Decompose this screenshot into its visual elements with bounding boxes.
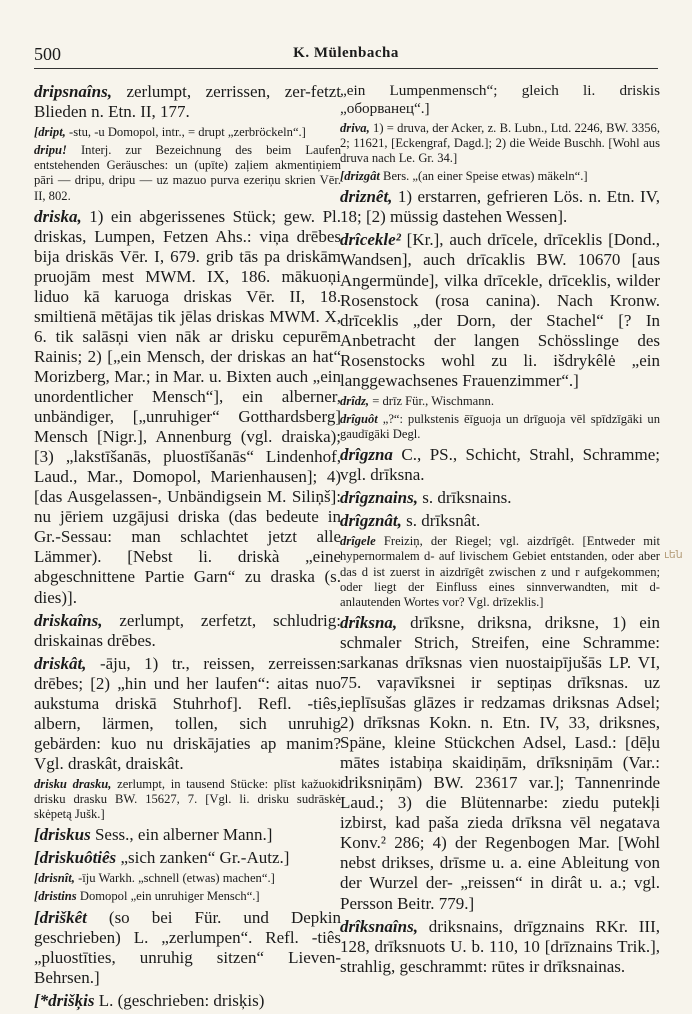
right-column — [340, 82, 660, 980]
dictionary-entry — [340, 394, 660, 409]
margin-note: ւեն — [664, 548, 683, 561]
entry-headword: drîksnaîns, — [340, 916, 418, 936]
dictionary-entry — [34, 654, 341, 774]
entry-text: zerlumpt, zerfetzt, schludrig: driskainas drēbes. — [34, 610, 341, 650]
dictionary-entry — [340, 445, 660, 485]
entry-headword: drîgznains, — [340, 488, 418, 508]
dictionary-entry — [34, 611, 341, 651]
entry-text: 1) ein abgerissenes Stück; gew. Pl. driskas, Lumpen, Fetzen Ahs.: viņa drēbes bija driskās Vēr. I, 679. grib tās pa driskām pruojām mest MWM. IX, 186. mākuoņi liduo kā karuoga driskas Vēr. II, 18. smiltienā mētājas tik jēlas driskas MWM. X, 6. tik salāsņi vien nāk ar drisku cepurēm Rainis; 2) [„ein Mensch, der driskas an hat“ Morizberg, Mar.; in Mar. u. Bixten auch „ein unordentlicher Mensch“], ein alberner, unbändiger, [„unruhiger“ Gotthardsberg] Mensch [Nigr.], Annenburg (vgl. draiska); [3) „lakstīšanās, pluostīšanās“ Lindenhof, Laud., Mar., Domopol, Marienhausen]; 4) [das Ausgelassen-, Unbändigsein M. Siliņš]: nu jēriem uzgājusi driska (das bedeute in Gr.-Sessau: man schlachtet jetzt alle Lämmer). [Nebst li. driskà „eine abgeschnittene Partie Garn“ zu draska (s. dies)]. — [34, 206, 341, 607]
dictionary-entry — [34, 889, 341, 904]
dictionary-entry — [34, 143, 341, 203]
dictionary-entry — [34, 871, 341, 886]
entry-headword: [dript, — [34, 125, 66, 140]
entry-headword: dripu! — [34, 143, 67, 158]
entry-headword: [driskuôtiês — [34, 848, 117, 868]
dictionary-entry — [340, 169, 660, 184]
dictionary-entry — [34, 207, 341, 608]
dictionary-entry — [34, 125, 341, 140]
entry-headword: drîdz, — [340, 393, 370, 408]
entry-headword: [dristins — [34, 889, 77, 904]
entry-text: -āju, 1) tr., reissen, zerreissen: drēbes; [2) „hin und her laufen“: aitas nuo aukstuma driskā Stuhrhof]. Refl. -tiês, albern, lärmen, tollen, sich unruhig gebärden: kuo nu driskājaties ap manim? Vgl. draskât, draiskât. — [34, 653, 341, 773]
dictionary-entry — [340, 488, 660, 508]
dictionary-entry — [340, 121, 660, 166]
entry-text: L. (geschrieben: drisķis) — [98, 990, 265, 1010]
entry-text: „?“: pulkstenis ēīguoja un drīguoja vēl spīdzīgāki un gaudīgāki Degl. — [340, 411, 660, 441]
dictionary-entry — [340, 534, 660, 610]
entry-headword: drîgznât, — [340, 511, 402, 531]
entry-text: zerlumpt, in tausend Stücke: plīst kažuoki drisku drasku BW. 15627, 7. [Vgl. li. drisku sudrāskė skėpetą Jušk.] — [34, 776, 341, 822]
page-number: 500 — [34, 44, 61, 64]
entry-headword: drîgele — [340, 534, 376, 549]
entry-headword: [driškêt — [34, 907, 87, 927]
entry-text: Sess., ein alberner Mann.] — [94, 825, 273, 845]
entry-headword: driskât, — [34, 653, 87, 673]
entry-text: Domopol „ein unruhiger Mensch“.] — [79, 889, 260, 904]
dictionary-entry — [34, 908, 341, 988]
entry-text: [Kr.], auch drīcele, drīceklis [Dond., Wandsen], auch drīcaklis BW. 10670 [aus Angermünde], vilka drīcekle, drīceklis, wilder Rosenstock (rosa canina). Nach Kronw. drīceklis „der Dorn, der Stachel“ [? In Anbetracht der langen Schösslinge des Rosenstocks wohl zu li. išdrykêlė „ein langgewachsenes Frauenzimmer“.] — [340, 230, 661, 390]
left-column — [34, 82, 341, 1014]
entry-headword: [*drišķis — [34, 990, 95, 1010]
entry-text: Bers. „(an einer Speise etwas) mäkeln“.] — [383, 169, 588, 184]
dictionary-entry — [340, 82, 660, 118]
dictionary-entry — [340, 412, 660, 442]
entry-text: driksnains, drīgznains RKr. III, 128, drīksnuots U. b. 110, 10 [drīznains Trik.], strahlig, geschrammt: rūtes ir drīksnainas. — [340, 916, 661, 976]
entry-headword: driskaîns, — [34, 610, 103, 630]
entry-text: -stu, -u Domopol, intr., = drupt „zerbröckeln“.] — [69, 125, 306, 140]
entry-text: = drīz Für., Wischmann. — [372, 393, 494, 408]
dictionary-entry — [340, 917, 660, 977]
entry-headword: [drizgât — [340, 169, 380, 184]
entry-text: 1) = druva, der Acker, z. B. Lubn., Ltd. 2246, BW. 3356, 2; 11621, [Eckengraf, Dagd.]; 2) die Weide Buschh. [Wohl aus druva nach Le. Gr. 34.] — [340, 120, 660, 166]
entry-headword: dripsnaîns, — [34, 82, 112, 101]
entry-text: drīksne, driksna, driksne, 1) ein schmaler Strich, Streifen, eine Schramme: sarkanas drīksnas vien nuostaipījušās LP. VI, 75. vaŗavīksnei ir septiņas drīksnas. uz ieplīsušas glāzes ir redzamas driksnas Adsel; 2) drīksnas Kokn. n. Etn. IV, 33, driksnes, Späne, kleine Stückchen Adsel, Lasd.: [dēļu mātes istabiņa skaidiņām, drīksniņām (Var.: driksniņām) BW. 23617 var.]; Tannenrinde Laud.; 3) die Blütennarbe: ziedu putekļi izbirst, kad paša zieda drīksna vēl negatava Konv.² 286; 4) der Regenbogen Mar. [Wohl nebst drikses, drīsme u. a. eine Ableitung von der Wurzel der- „reissen“ in dirât u. a.; vgl. Persson Beitr. 779.] — [340, 612, 660, 913]
entry-text: (so bei Für. und Depkin geschrieben) L. „zerlumpen“. Refl. -tiês „pluostīties, unruhig sitzen“ Lieven-Behrsen.] — [34, 907, 341, 987]
entry-text: Freiziņ, der Riegel; vgl. aizdrīgêt. [Entweder mit hypernormalem d- auf livischem Gebiet entstanden, oder aber das d ist zuerst in aizdrīgêt zwischen z und r aufgekommen; oder liegt der Einfluss eines sinnverwandten, mit d- anlautenden Wortes vor? Vgl. drīzeklis.] — [340, 534, 660, 609]
entry-headword: drîksna, — [340, 612, 398, 632]
dictionary-entry — [340, 511, 660, 531]
dictionary-entry — [34, 82, 341, 122]
page-header — [34, 44, 658, 69]
dictionary-entry — [340, 613, 660, 914]
entry-text: 1) erstarren, gefrieren Lös. n. Etn. IV, 18; [2) müssig dastehen Wessen]. — [340, 187, 660, 227]
entry-headword: [driskus — [34, 825, 91, 845]
entry-headword: drîguôt — [340, 411, 378, 426]
dictionary-entry — [34, 777, 341, 822]
entry-headword: [drisnît, — [34, 871, 75, 886]
entry-text: zerlumpt, zerrissen, zer-fetzt Blieden n. Etn. II, 177. — [34, 82, 342, 122]
entry-text: s. drīksnât. — [406, 511, 481, 531]
entry-text: Interj. zur Bezeichnung des beim Laufen entstehenden Geräusches: un (upīte) zaļiem akmentiņiem pāri — dripu, dripu — uz mazuo purva ezeriņu skrien Vēr. II, 802. — [34, 143, 341, 203]
entry-headword: driznêt, — [340, 187, 393, 207]
dictionary-entry — [34, 825, 341, 845]
entry-headword: driska, — [34, 206, 82, 226]
entry-headword: driva, — [340, 120, 370, 135]
dictionary-entry — [34, 848, 341, 868]
entry-text: s. drīksnains. — [422, 488, 512, 508]
dictionary-entry — [340, 187, 660, 227]
entry-text: -īju Warkh. „schnell (etwas) machen“.] — [78, 871, 275, 886]
entry-text: C., PS., Schicht, Strahl, Schramme; vgl. drīksna. — [340, 445, 660, 485]
entry-text: „ein Lumpenmensch“; gleich li. driskis „оборванец“.] — [340, 82, 660, 117]
entry-headword: drisku drasku, — [34, 776, 112, 791]
entry-headword: drîcekle² — [340, 230, 401, 250]
entry-text: „sich zanken“ Gr.-Autz.] — [120, 848, 290, 868]
dictionary-entry — [340, 230, 660, 390]
dictionary-entry — [34, 991, 341, 1011]
running-head: K. Mülenbacha — [293, 45, 399, 61]
entry-headword: drîgzna — [340, 445, 393, 465]
